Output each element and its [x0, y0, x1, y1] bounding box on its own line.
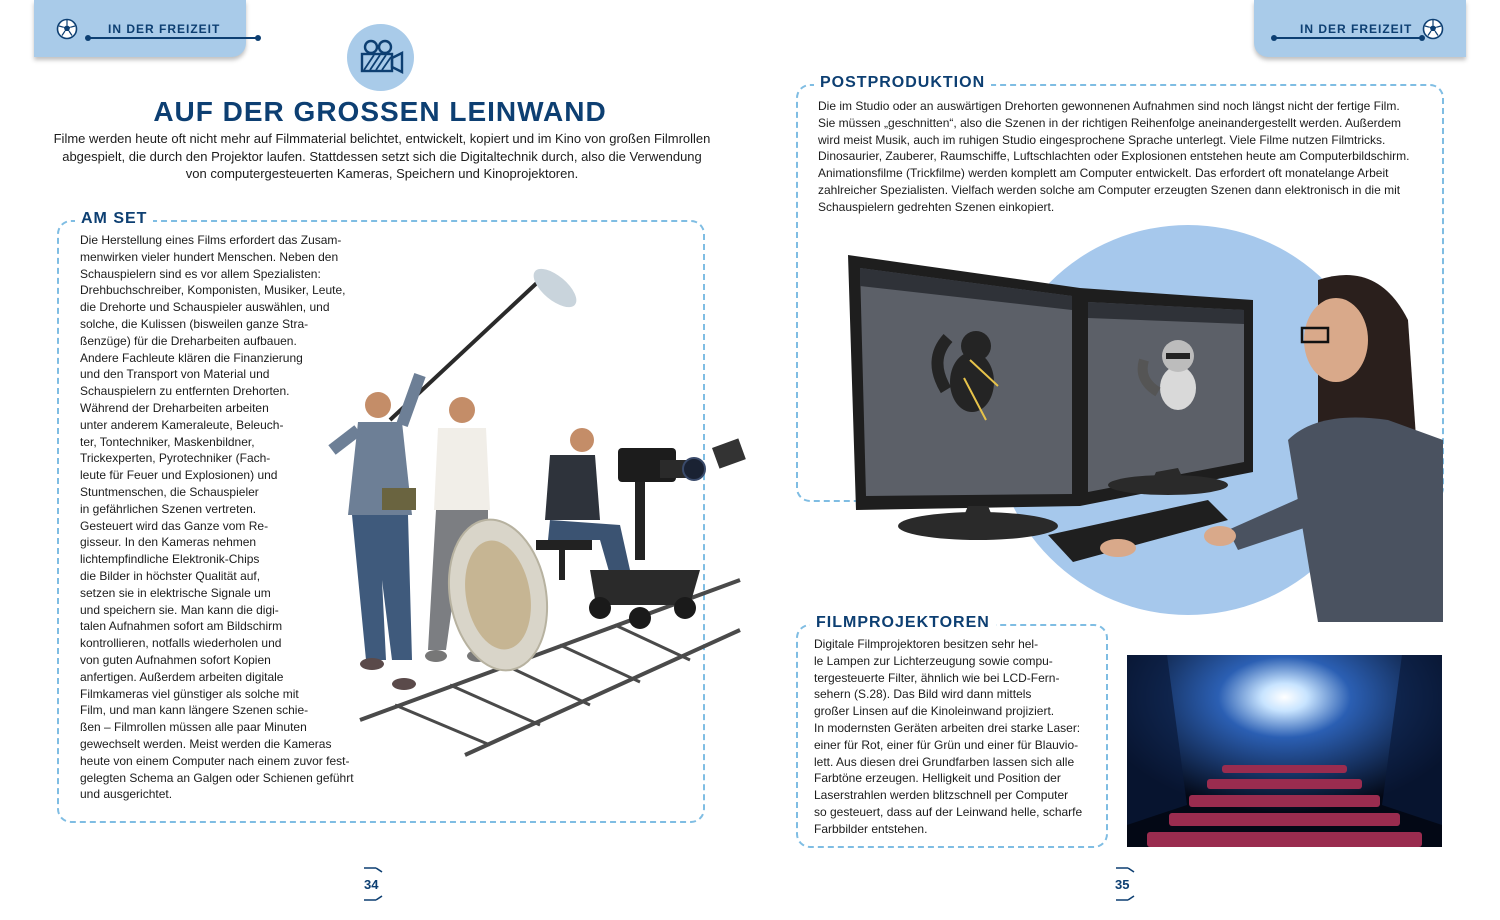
text-line: so gesteuert, dass auf der Leinwand helle, scharfe: [814, 804, 1083, 819]
film-camera-icon: [347, 24, 414, 91]
postproduktion-text: [818, 98, 1438, 216]
text-line: Drehbuchschreiber, Komponisten, Musiker, Leute,: [80, 283, 346, 298]
text-line: Dinosaurier, Zauberer, Raumschiffe, Luftschlachten oder Explosionen entstehen heute am Computerbildschirm.: [818, 149, 1410, 164]
title-badge: [347, 24, 414, 91]
text-line: solche, die Kulissen (bisweilen ganze Stra-: [80, 316, 309, 331]
text-line: menwirken vieler hundert Menschen. Neben den: [80, 249, 339, 264]
text-line: gewechselt werden. Meist werden die Kameras: [80, 736, 332, 751]
text-line: ter, Tontechniker, Maskenbildner,: [80, 434, 255, 449]
text-line: In modernsten Geräten arbeiten drei starke Laser:: [814, 720, 1081, 735]
text-line: Andere Fachleute klären die Finanzierung: [80, 350, 303, 365]
text-line: lett. Aus diesen drei Grundfarben lassen sich alle: [814, 754, 1075, 769]
film-set-illustration: [300, 250, 750, 770]
text-line: Schauspielern zu entfernten Drehorten.: [80, 384, 290, 399]
soccer-ball-icon: [56, 18, 78, 40]
tab-underline: [88, 37, 258, 39]
page-number-left: 34: [364, 877, 379, 892]
text-line: von guten Aufnahmen sofort Kopien: [80, 652, 271, 667]
text-line: Farbtöne erzeugen. Helligkeit und Position der: [814, 771, 1061, 786]
text-line: gelegten Schema an Galgen oder Schienen geführt: [80, 770, 354, 785]
boom-microphone: [527, 262, 582, 314]
soccer-ball-icon: [1422, 18, 1444, 40]
page-number-bracket: [1114, 866, 1136, 902]
text-line: Trickexperten, Pyrotechniker (Fach-: [80, 451, 271, 466]
text-line: einer für Rot, einer für Grün und einer für Blauvio-: [814, 737, 1079, 752]
text-line: und speichern sie. Man kann die digi-: [80, 602, 279, 617]
right-monitor: [1080, 288, 1253, 506]
page-title: AUF DER GROSSEN LEINWAND: [153, 96, 607, 127]
filmprojektoren-text: [814, 636, 1104, 838]
text-line: und den Transport von Material und: [80, 367, 270, 382]
text-line: großer Linsen auf die Kinoleinwand projiziert.: [814, 704, 1055, 719]
text-line: heute von einem Computer nach einem zuvor fest-: [80, 753, 350, 768]
digital-cine-camera: [618, 438, 746, 560]
tab-label: IN DER FREIZEIT: [1300, 22, 1413, 36]
text-line: Gesteuert wird das Ganze vom Re-: [80, 518, 269, 533]
section-heading: POSTPRODUKTION: [814, 74, 991, 92]
text-line: Die Herstellung eines Films erfordert das Zusam-: [80, 233, 342, 247]
header-tab-left: [34, 0, 246, 57]
text-line: Digitale Filmprojektoren besitzen sehr hel-: [814, 637, 1039, 651]
text-line: Film, und man kann längere Szenen schie-: [80, 703, 309, 718]
tab-label: IN DER FREIZEIT: [108, 22, 221, 36]
text-line: le Lampen zur Lichterzeugung sowie compu-: [814, 653, 1053, 668]
page-number-bracket: [362, 866, 384, 902]
text-line: die Drehorte und Schauspieler auswählen, und: [80, 300, 330, 315]
text-line: Sie müssen „geschnitten“, also die Szenen in der richtigen Reihenfolge aneinandergestellt werden. Außerdem: [818, 115, 1402, 130]
text-line: und ausgerichtet.: [80, 787, 173, 802]
tab-underline: [1274, 37, 1422, 39]
page-number-right: 35: [1115, 877, 1130, 892]
sound-technician: [332, 375, 420, 690]
text-line: leute für Feuer und Explosionen) und: [80, 468, 278, 483]
text-line: Die im Studio oder an auswärtigen Drehorten gewonnenen Aufnahmen sind noch längst nicht der fertige Film.: [818, 99, 1400, 113]
text-line: unter anderem Kameraleute, Beleuch-: [80, 417, 284, 432]
text-line: setzen sie in elektrische Signale um: [80, 585, 271, 600]
left-monitor: [848, 255, 1080, 540]
text-line: Schauspielern sind es vor allem Spezialisten:: [80, 266, 321, 281]
text-line: Laserstrahlen werden blitzschnell per Computer: [814, 788, 1069, 803]
text-line: Farbbilder entstehen.: [814, 821, 928, 836]
text-line: Animationsfilme (Trickfilme) werden komplett am Computer entwickelt. Das erfordert oft monatelange Arbeit: [818, 166, 1389, 181]
camera-operator: [536, 428, 630, 580]
text-line: wird meist Musik, auch im ruhigen Studio eingesprochene Sprache unterlegt. Viele Filme nutzen Filmtricks.: [818, 132, 1386, 147]
text-line: ßenzüge) für die Dreharbeiten aufbauen.: [80, 333, 297, 348]
text-line: in gefährlichen Szenen vertreten.: [80, 501, 257, 516]
section-heading: AM SET: [75, 210, 153, 228]
text-line: gisseur. In den Kameras nehmen: [80, 535, 257, 550]
text-line: zahlreicher Spezialisten. Vielfach werden solche am Computer erzeugten Szenen dann elektronisch in die mit: [818, 182, 1401, 197]
text-line: Filmkameras viel günstiger als solche mit: [80, 686, 299, 701]
text-line: lichtempfindliche Elektronik-Chips: [80, 552, 260, 567]
text-line: tergesteuerte Filter, ähnlich wie bei LCD-Fern-: [814, 670, 1060, 685]
section-heading: FILMPROJEKTOREN: [810, 614, 996, 632]
animation-workstation-illustration: [848, 210, 1443, 622]
header-tab-right: [1254, 0, 1466, 57]
text-line: talen Aufnahmen sofort am Bildschirm: [80, 619, 283, 634]
text-line: Schauspielern gedrehten Szenen einkopiert.: [818, 199, 1055, 214]
text-line: ßen – Filmrollen müssen alle paar Minuten: [80, 720, 307, 735]
text-line: Während der Dreharbeiten arbeiten: [80, 400, 269, 415]
intro-paragraph: Filme werden heute oft nicht mehr auf Filmmaterial belichtet, entwickelt, kopiert und im Kino von großen Filmrollen abgespielt, die durch den Projektor laufen. Stattdessen setzt sich die Digitaltechnik durch, also die Verwendung von computergesteuerten Kameras, Speichern und Kinoprojektoren.: [53, 131, 711, 181]
text-line: Stuntmenschen, die Schauspieler: [80, 484, 259, 499]
cinema-projection-photo: [1127, 655, 1442, 847]
text-line: sehern (S.28). Das Bild wird dann mittels: [814, 687, 1032, 702]
text-line: anfertigen. Außerdem arbeiten digitale: [80, 669, 284, 684]
text-line: die Bilder in höchster Qualität auf,: [80, 568, 261, 583]
camera-dolly: [589, 570, 700, 629]
text-line: kontrollieren, notfalls wiederholen und: [80, 636, 282, 651]
